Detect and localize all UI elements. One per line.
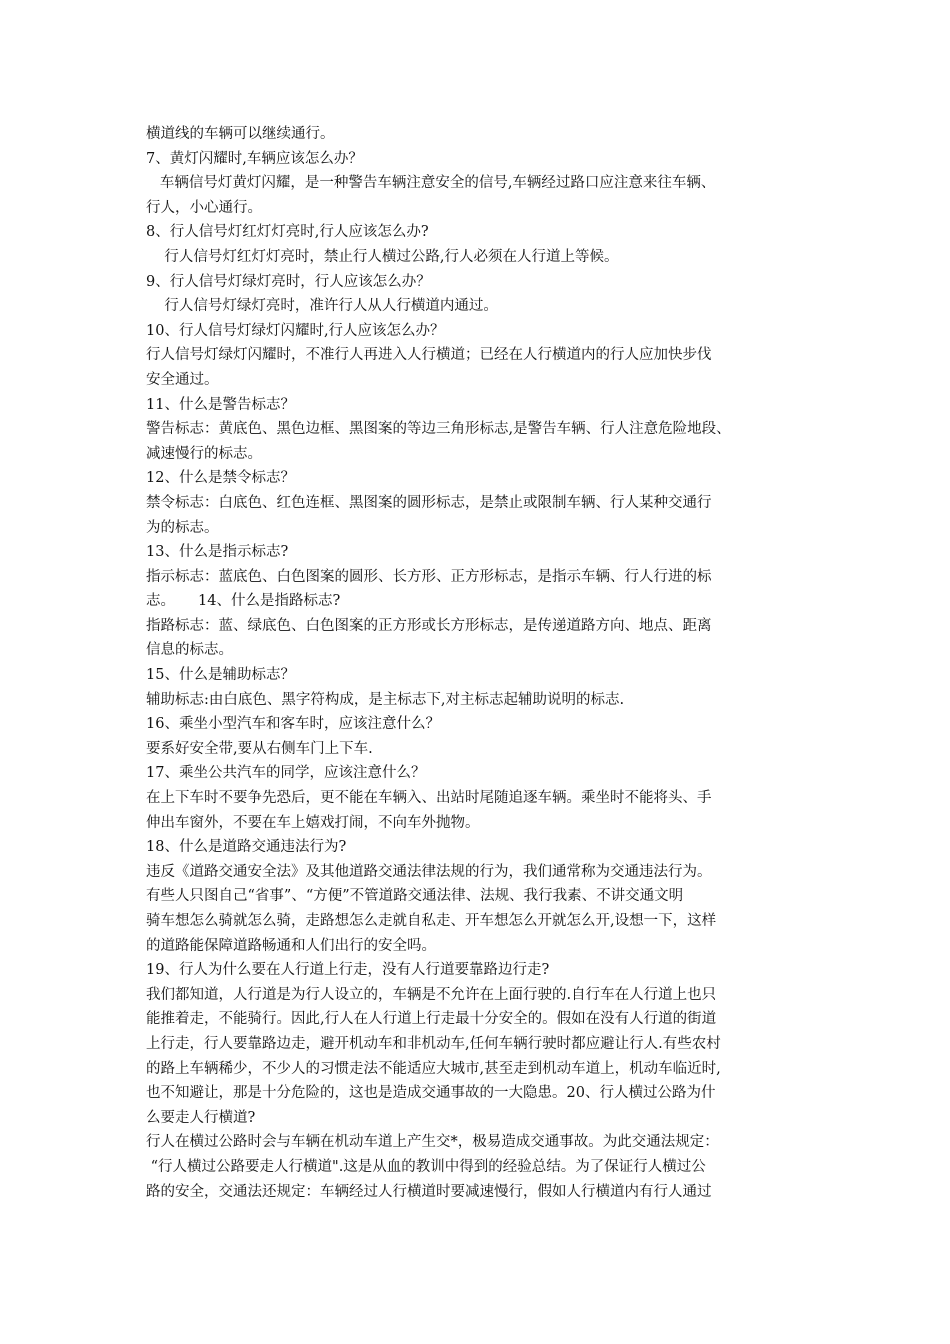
text-line: 行人信号灯红灯灯亮时，禁止行人横过公路,行人必须在人行道上等候。 — [146, 248, 619, 265]
question-heading: 13、什么是指示标志? — [146, 544, 289, 561]
question-heading: 19、行人为什么要在人行道上行走，没有人行道要靠路边行走? — [146, 962, 550, 979]
question-heading: 17、乘坐公共汽车的同学，应该注意什么？ — [146, 765, 426, 782]
text-line: 禁令标志：白底色、红色连框、黑图案的圆形标志，是禁止或限制车辆、行人某种交通行 — [146, 494, 712, 511]
text-line: “行人横过公路要走人行横道".这是从血的教训中得到的经验总结。为了保证行人横过公 — [146, 1158, 706, 1175]
text-line: 车辆信号灯黄灯闪耀，是一种警告车辆注意安全的信号,车辆经过路口应注意来往车辆、 — [146, 175, 716, 192]
text-line: 警告标志：黄底色、黑色边框、黑图案的等边三角形标志,是警告车辆、行人注意危险地段、 — [146, 421, 731, 438]
text-line: 减速慢行的标志。 — [146, 445, 262, 462]
text-line: 志。 14、什么是指路标志? — [146, 593, 341, 610]
question-heading: 18、什么是道路交通违法行为? — [146, 839, 347, 856]
text-line: 有些人只图自己“省事”、“方便”不管道路交通法律、法规、我行我素、不讲交通文明 — [146, 888, 684, 905]
text-line: 在上下车时不要争先恐后，更不能在车辆入、出站时尾随追逐车辆。乘坐时不能将头、手 — [146, 790, 712, 807]
text-line: 信息的标志。 — [146, 642, 233, 659]
text-line: 指示标志：蓝底色、白色图案的圆形、长方形、正方形标志，是指示车辆、行人行进的标 — [146, 568, 712, 585]
question-heading: 9、行人信号灯绿灯亮时，行人应该怎么办？ — [146, 273, 431, 290]
text-line: 违反《道路交通安全法》及其他道路交通法律法规的行为，我们通常称为交通违法行为。 — [146, 863, 712, 880]
text-line: 指路标志：蓝、绿底色、白色图案的正方形或长方形标志，是传递道路方向、地点、距离 — [146, 617, 712, 634]
text-line: 横道线的车辆可以继续通行。 — [146, 126, 335, 142]
question-heading: 7、黄灯闪耀时,车辆应该怎么办？ — [146, 150, 363, 167]
text-line: 能推着走，不能骑行。因此,行人在人行道上行走最十分安全的。假如在没有人行道的街道 — [146, 1011, 717, 1028]
text-line: 安全通过。 — [146, 371, 219, 388]
text-line: 伸出车窗外，不要在车上嬉戏打闹，不向车外抛物。 — [146, 814, 480, 831]
text-line: 辅助标志:由白底色、黑字符构成，是主标志下,对主标志起辅助说明的标志. — [146, 691, 625, 708]
text-line: 要系好安全带,要从右侧车门上下车. — [146, 740, 373, 757]
text-line: 么要走人行横道? — [146, 1109, 256, 1126]
question-heading: 12、什么是禁令标志？ — [146, 470, 295, 487]
text-line: 也不知避让，那是十分危险的，这也是造成交通事故的一大隐患。20、行人横过公路为什 — [146, 1085, 716, 1102]
question-heading: 8、行人信号灯红灯灯亮时,行人应该怎么办? — [146, 224, 429, 241]
text-line: 我们都知道，人行道是为行人设立的，车辆是不允许在上面行驶的.自行车在人行道上也只 — [146, 986, 717, 1003]
text-line: 骑车想怎么骑就怎么骑，走路想怎么走就自私走、开车想怎么开就怎么开,设想一下，这样 — [146, 913, 717, 929]
question-heading: 11、什么是警告标志？ — [146, 396, 295, 413]
text-line: 为的标志。 — [146, 519, 219, 536]
text-line: 行人在横过公路时会与车辆在机动车道上产生交*，极易造成交通事故。为此交通法规定： — [146, 1134, 719, 1151]
text-line: 路的安全，交通法还规定：车辆经过人行横道时要减速慢行，假如人行横道内有行人通过 — [146, 1183, 712, 1200]
text-line: 上行走，行人要靠路边走，避开机动车和非机动车,任何车辆行驶时都应避让行人.有些农村 — [146, 1035, 721, 1052]
document-body — [146, 122, 826, 1204]
text-line: 行人，小心通行。 — [146, 199, 262, 216]
text-line: 行人信号灯绿灯闪耀时，不准行人再进入人行横道；已经在人行横道内的行人应加快步伐 — [146, 347, 712, 364]
text-line: 的路上车辆稀少，不少人的习惯走法不能适应大城市,甚至走到机动车道上，机动车临近时, — [146, 1060, 721, 1077]
text-line: 行人信号灯绿灯亮时，准许行人从人行横道内通过。 — [146, 298, 498, 315]
question-heading: 15、什么是辅助标志？ — [146, 667, 295, 684]
question-heading: 16、乘坐小型汽车和客车时，应该注意什么？ — [146, 716, 440, 733]
question-heading: 10、行人信号灯绿灯闪耀时,行人应该怎么办？ — [146, 322, 445, 339]
text-line: 的道路能保障道路畅通和人们出行的安全吗。 — [146, 937, 436, 954]
